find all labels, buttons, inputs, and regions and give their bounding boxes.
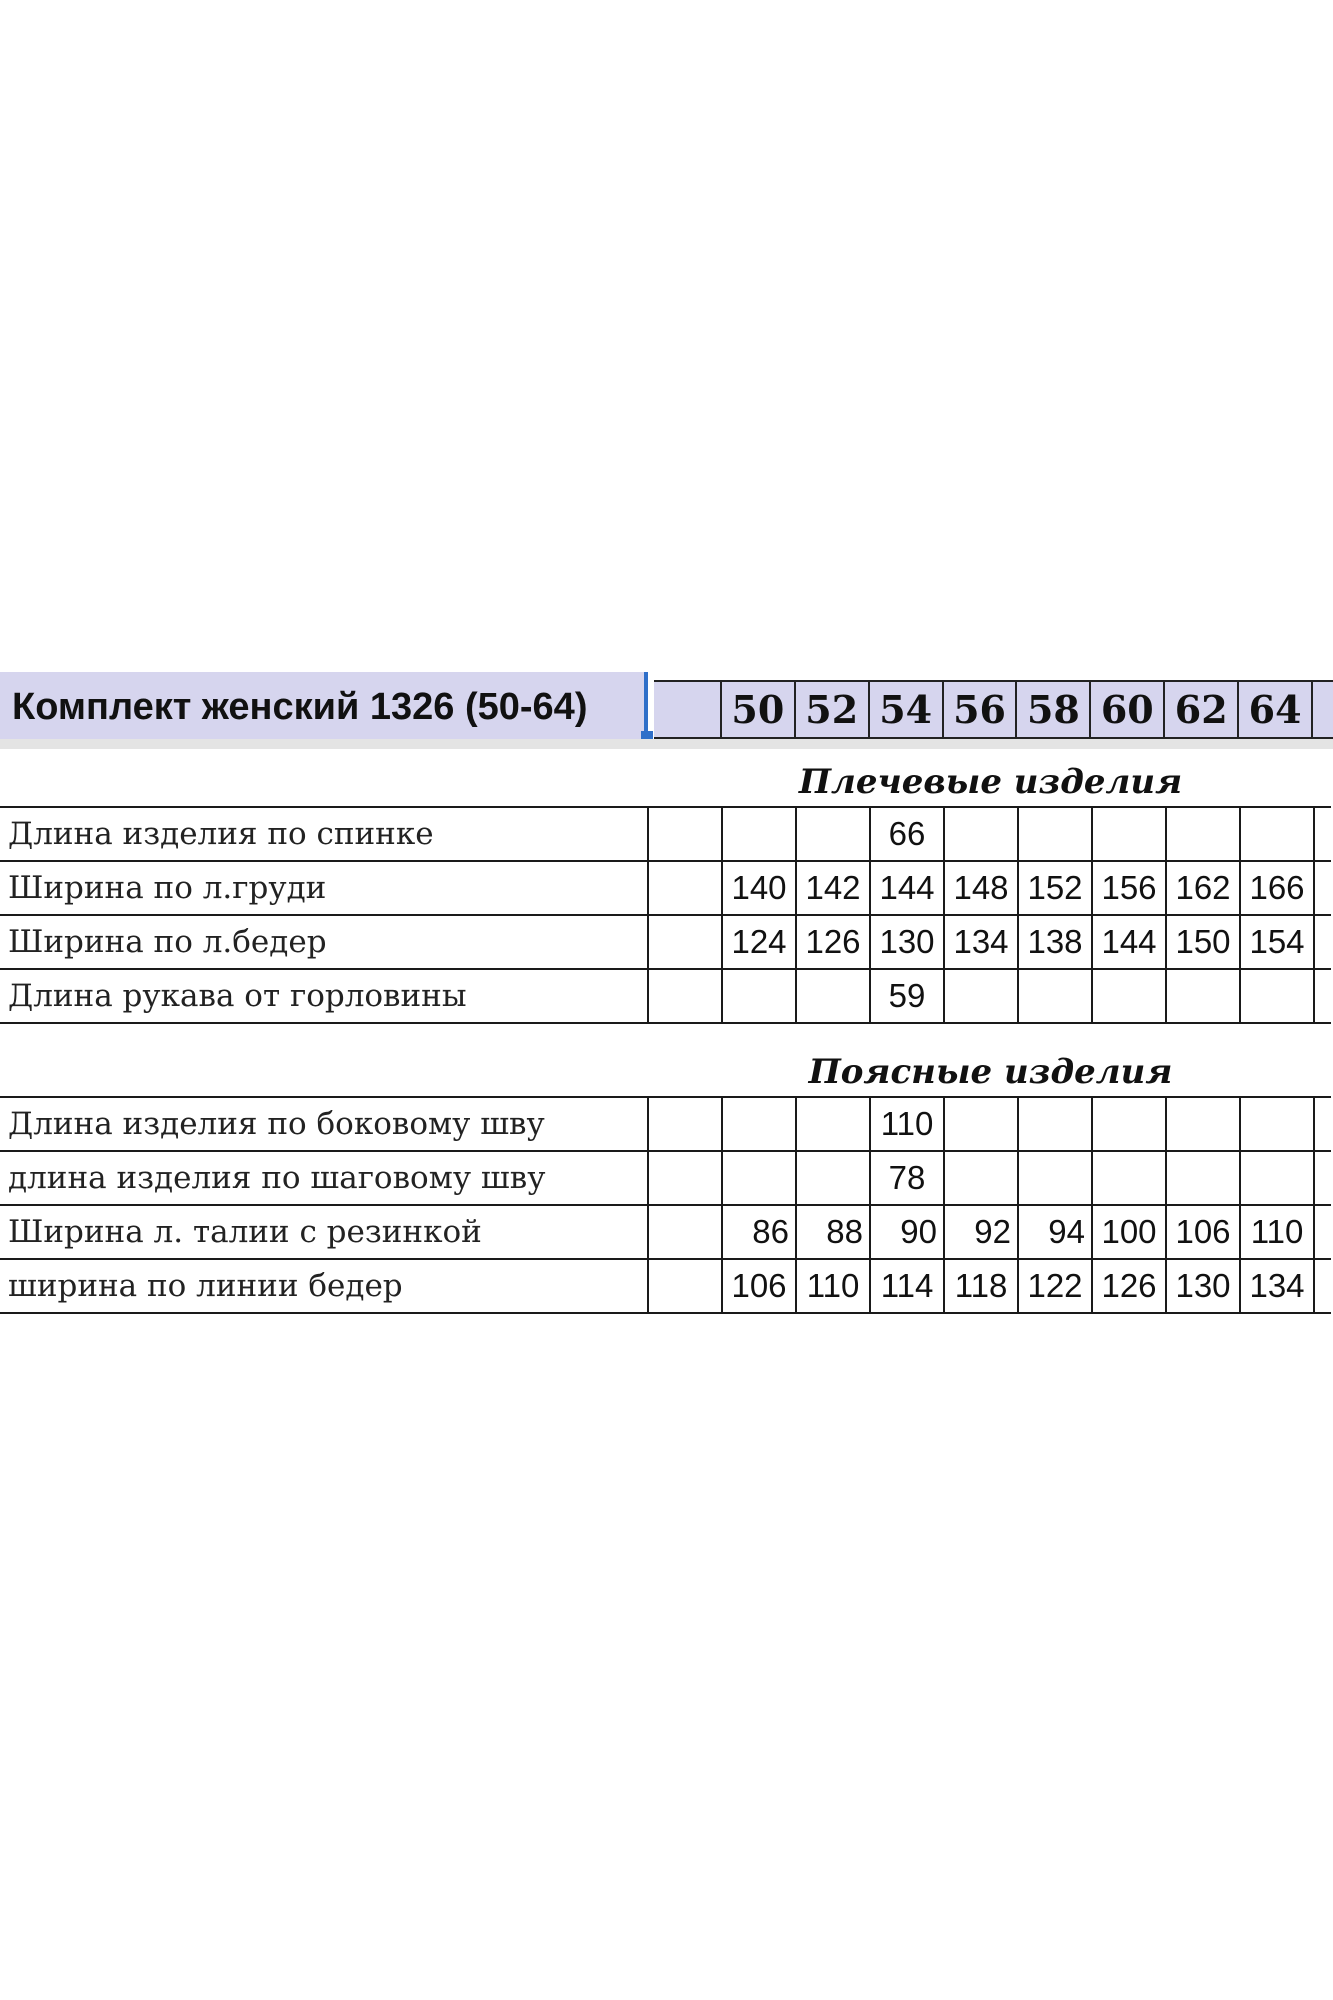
value-cell: 138: [1018, 915, 1092, 969]
value-cell: 90: [870, 1205, 944, 1259]
value-cell: 110: [796, 1259, 870, 1313]
tail-cell: [1314, 1151, 1331, 1205]
value-cell: 118: [944, 1259, 1018, 1313]
header-title-cell[interactable]: Комплект женский 1326 (50-64): [0, 672, 648, 739]
row-label: длина изделия по шаговому шву: [0, 1151, 648, 1205]
section-title-shoulder: Плечевые изделия: [798, 762, 1183, 802]
value-cell: [1166, 1097, 1240, 1151]
table-row: [0, 1205, 1331, 1259]
value-cell: [1240, 969, 1314, 1023]
tail-cell: [1314, 807, 1331, 861]
value-cell: [1092, 1151, 1166, 1205]
row-label: ширина по линии бедер: [0, 1259, 648, 1313]
value-cell: [1166, 807, 1240, 861]
value-cell: 134: [944, 915, 1018, 969]
table-row: [0, 969, 1331, 1023]
row-label: Длина изделия по спинке: [0, 807, 648, 861]
value-cell: [1018, 1151, 1092, 1205]
value-cell: [796, 1097, 870, 1151]
value-cell: [1166, 1151, 1240, 1205]
size-header-row: [654, 680, 1333, 739]
empty-cell: [648, 1151, 722, 1205]
empty-cell: [648, 861, 722, 915]
value-cell: 78: [870, 1151, 944, 1205]
value-cell: [796, 807, 870, 861]
size-header-tail: [1313, 682, 1333, 737]
waist-items-table: [0, 1096, 1331, 1314]
table-row: [0, 915, 1331, 969]
value-cell: 154: [1240, 915, 1314, 969]
section-title-waist: Поясные изделия: [808, 1052, 1173, 1092]
value-cell: [944, 1151, 1018, 1205]
value-cell: 94: [1018, 1205, 1092, 1259]
value-cell: 134: [1240, 1259, 1314, 1313]
size-header-cell: 56: [944, 682, 1018, 737]
value-cell: 126: [1092, 1259, 1166, 1313]
table-row: [0, 807, 1331, 861]
value-cell: [1018, 807, 1092, 861]
value-cell: [722, 969, 796, 1023]
value-cell: 142: [796, 861, 870, 915]
value-cell: 110: [870, 1097, 944, 1151]
row-label: Ширина по л.груди: [0, 861, 648, 915]
table-row: [0, 1151, 1331, 1205]
value-cell: 88: [796, 1205, 870, 1259]
size-header-cell: 62: [1165, 682, 1239, 737]
value-cell: 130: [1166, 1259, 1240, 1313]
tail-cell: [1314, 915, 1331, 969]
empty-cell: [648, 1097, 722, 1151]
value-cell: [1018, 1097, 1092, 1151]
value-cell: [1092, 969, 1166, 1023]
value-cell: 106: [722, 1259, 796, 1313]
value-cell: 144: [870, 861, 944, 915]
value-cell: [796, 969, 870, 1023]
table-row: [0, 1259, 1331, 1313]
value-cell: 166: [1240, 861, 1314, 915]
size-header-cell: 54: [870, 682, 944, 737]
empty-cell: [648, 1205, 722, 1259]
shoulder-items-table: [0, 806, 1331, 1024]
size-header-cell: 52: [796, 682, 870, 737]
value-cell: [1092, 807, 1166, 861]
value-cell: 126: [796, 915, 870, 969]
value-cell: 122: [1018, 1259, 1092, 1313]
size-header-cell: 50: [722, 682, 796, 737]
value-cell: [1018, 969, 1092, 1023]
empty-cell: [648, 969, 722, 1023]
value-cell: [944, 1097, 1018, 1151]
tail-cell: [1314, 1259, 1331, 1313]
size-header-blank: [654, 682, 722, 737]
value-cell: 66: [870, 807, 944, 861]
empty-cell: [648, 1259, 722, 1313]
empty-cell: [648, 807, 722, 861]
value-cell: [944, 807, 1018, 861]
value-cell: 106: [1166, 1205, 1240, 1259]
tail-cell: [1314, 1205, 1331, 1259]
table-row: [0, 861, 1331, 915]
value-cell: [796, 1151, 870, 1205]
size-header-cell: 64: [1239, 682, 1313, 737]
table-row: [0, 1097, 1331, 1151]
value-cell: 150: [1166, 915, 1240, 969]
value-cell: [722, 807, 796, 861]
value-cell: 114: [870, 1259, 944, 1313]
size-header-cell: 60: [1091, 682, 1165, 737]
empty-cell: [648, 915, 722, 969]
tail-cell: [1314, 969, 1331, 1023]
value-cell: [944, 969, 1018, 1023]
value-cell: [722, 1097, 796, 1151]
value-cell: [1240, 807, 1314, 861]
value-cell: 86: [722, 1205, 796, 1259]
value-cell: 130: [870, 915, 944, 969]
value-cell: 152: [1018, 861, 1092, 915]
value-cell: 124: [722, 915, 796, 969]
row-label: Ширина по л.бедер: [0, 915, 648, 969]
row-label: Ширина л. талии с резинкой: [0, 1205, 648, 1259]
value-cell: 110: [1240, 1205, 1314, 1259]
value-cell: 156: [1092, 861, 1166, 915]
tail-cell: [1314, 1097, 1331, 1151]
value-cell: [1092, 1097, 1166, 1151]
value-cell: 140: [722, 861, 796, 915]
value-cell: 100: [1092, 1205, 1166, 1259]
value-cell: [1166, 969, 1240, 1023]
row-label: Длина рукава от горловины: [0, 969, 648, 1023]
value-cell: 59: [870, 969, 944, 1023]
value-cell: 148: [944, 861, 1018, 915]
value-cell: 144: [1092, 915, 1166, 969]
value-cell: 162: [1166, 861, 1240, 915]
row-label: Длина изделия по боковому шву: [0, 1097, 648, 1151]
value-cell: [1240, 1097, 1314, 1151]
value-cell: [1240, 1151, 1314, 1205]
value-cell: [722, 1151, 796, 1205]
size-header-cell: 58: [1017, 682, 1091, 737]
header-divider: [0, 739, 1333, 749]
tail-cell: [1314, 861, 1331, 915]
value-cell: 92: [944, 1205, 1018, 1259]
